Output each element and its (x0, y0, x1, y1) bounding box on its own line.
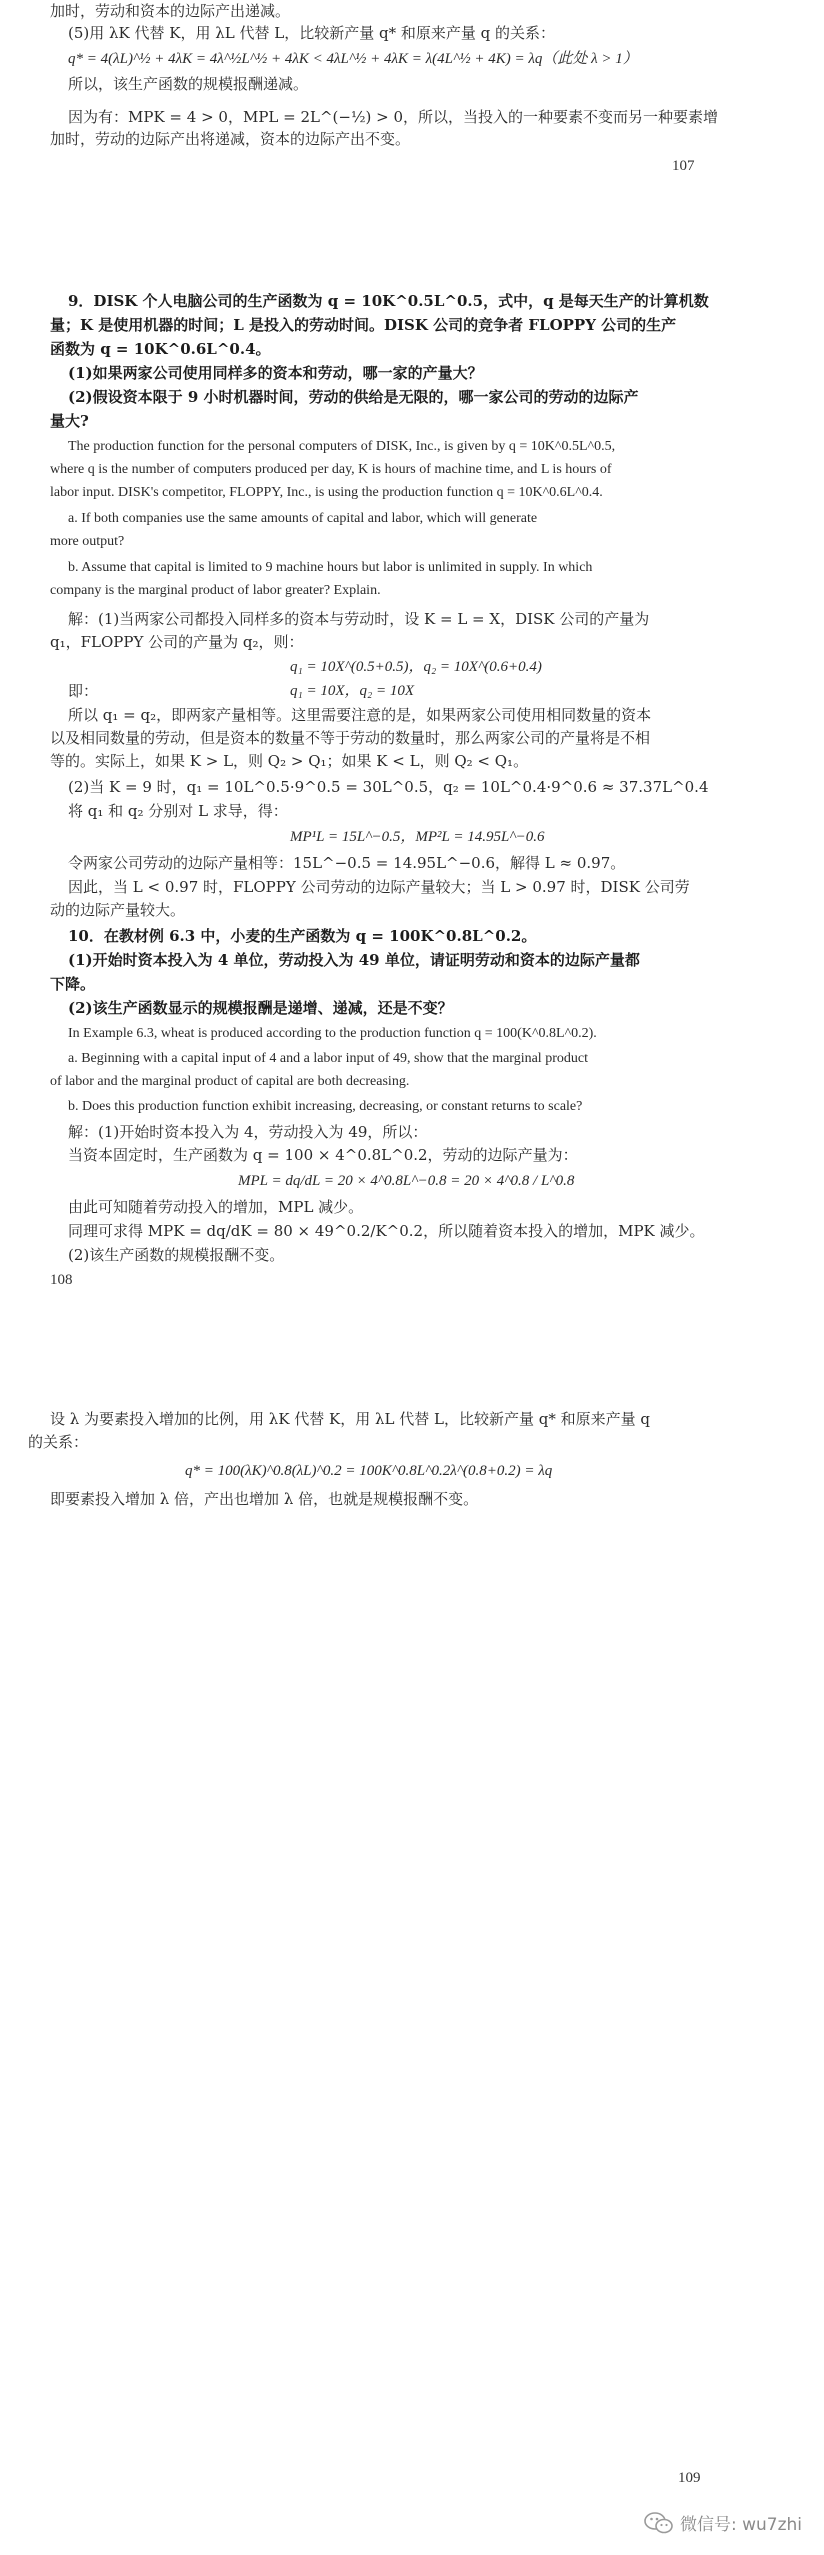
question-heading: 10．在教材例 6.3 中，小麦的生产函数为 q = 100K^0.8L^0.2。 (68, 927, 537, 945)
english-text: b. Does this production function exhibit increasing, decreasing, or constant returns to scale? (68, 1099, 583, 1114)
solution-text: 解：(1)当两家公司都投入同样多的资本与劳动时，设 K = L = X，DISK 公司的产量为 (68, 610, 650, 628)
formula: MPL = dq/dL = 20 × 4^0.8L^−0.8 = 20 × 4^0.8 / L^0.8 (238, 1173, 575, 1189)
text-line: 即要素投入增加 λ 倍，产出也增加 λ 倍，也就是规模报酬不变。 (50, 1490, 479, 1508)
solution-text: (2)当 K = 9 时，q₁ = 10L^0.5·9^0.5 = 30L^0.5，q₂ = 10L^0.4·9^0.6 ≈ 37.37L^0.4 (68, 778, 709, 796)
english-text: a. If both companies use the same amounts of capital and labor, which will generate (68, 511, 538, 526)
english-text: company is the marginal product of labor greater? Explain. (50, 583, 381, 598)
solution-text: 令两家公司劳动的边际产量相等：15L^−0.5 = 14.95L^−0.6，解得 L ≈ 0.97。 (68, 854, 626, 872)
formula: q* = 100(λK)^0.8(λL)^0.2 = 100K^0.8L^0.2λ^(0.8+0.2) = λq (185, 1463, 553, 1479)
question-text: (1)开始时资本投入为 4 单位，劳动投入为 49 单位，请证明劳动和资本的边际产量都 (68, 951, 640, 969)
text-line: 因为有：MPK = 4 > 0，MPL = 2L^(−½) > 0，所以，当投入的一种要素不变而另一种要素增 (68, 108, 719, 126)
question-text: (2)假设资本限于 9 小时机器时间，劳动的供给是无限的，哪一家公司的劳动的边际产 (68, 388, 639, 406)
solution-text: q₁，FLOPPY 公司的产量为 q₂，则： (50, 633, 304, 651)
solution-text: 因此，当 L < 0.97 时，FLOPPY 公司劳动的边际产量较大；当 L > 0.97 时，DISK 公司劳 (68, 878, 690, 896)
solution-text: 同理可求得 MPK = dq/dK = 80 × 49^0.2/K^0.2，所以随着资本投入的增加，MPK 减少。 (68, 1222, 705, 1240)
question-text: 函数为 q = 10K^0.6L^0.4。 (50, 340, 271, 358)
text-line: 的关系： (28, 1433, 89, 1451)
formula: q₁ = 10X，q₂ = 10X (290, 683, 414, 699)
formula: q₁ = 10X^(0.5+0.5)，q₂ = 10X^(0.6+0.4) (290, 659, 542, 675)
question-heading: 9．DISK 个人电脑公司的生产函数为 q = 10K^0.5L^0.5，式中，q 是每天生产的计算机数 (68, 292, 709, 310)
question-text: (1)如果两家公司使用同样多的资本和劳动，哪一家的产量大？ (68, 364, 483, 382)
solution-text: 将 q₁ 和 q₂ 分别对 L 求导，得： (68, 802, 288, 820)
english-text: of labor and the marginal product of capital are both decreasing. (50, 1074, 410, 1089)
english-text: more output? (50, 534, 125, 549)
watermark-text: 微信号: wu7zhi (679, 2515, 802, 2535)
question-text: 量；K 是使用机器的时间；L 是投入的劳动时间。DISK 公司的竞争者 FLOPPY 公司的生产 (50, 316, 677, 334)
english-text: where q is the number of computers produced per day, K is hours of machine time, and L is hours of (50, 462, 612, 477)
page-number: 108 (50, 1272, 73, 1288)
question-text: 下降。 (50, 975, 96, 993)
text-line: 加时，劳动的边际产出将递减，资本的边际产出不变。 (50, 130, 411, 148)
text-line: 设 λ 为要素投入增加的比例，用 λK 代替 K，用 λL 代替 L，比较新产量 q* 和原来产量 q (50, 1410, 651, 1428)
solution-text: 等的。实际上，如果 K > L，则 Q₂ > Q₁；如果 K < L，则 Q₂ < Q₁。 (50, 752, 529, 770)
english-text: b. Assume that capital is limited to 9 machine hours but labor is unlimited in supply. In which (68, 560, 593, 575)
text-line: (5)用 λK 代替 K，用 λL 代替 L，比较新产量 q* 和原来产量 q 的关系： (68, 24, 555, 42)
english-text: labor input. DISK's competitor, FLOPPY, Inc., is using the production function q = 10K^0.6L^0.4. (50, 485, 603, 500)
solution-text: 动的边际产量较大。 (50, 901, 186, 919)
question-text: (2)该生产函数显示的规模报酬是递增、递减，还是不变？ (68, 999, 453, 1017)
page-number: 107 (672, 158, 695, 174)
solution-text: 即： (68, 682, 99, 700)
solution-text: 以及相同数量的劳动，但是资本的数量不等于劳动的数量时，那么两家公司的产量将是不相 (50, 729, 651, 747)
solution-text: (2)该生产函数的规模报酬不变。 (68, 1246, 285, 1264)
text-line: 所以，该生产函数的规模报酬递减。 (68, 75, 309, 93)
wechat-icon (644, 2511, 674, 2535)
english-text: a. Beginning with a capital input of 4 and a labor input of 49, show that the marginal product (68, 1051, 588, 1066)
page-number: 109 (678, 2470, 701, 2486)
formula: q* = 4(λL)^½ + 4λK = 4λ^½L^½ + 4λK < 4λL^½ + 4λK = λ(4L^½ + 4K) = λq（此处 λ > 1） (68, 51, 638, 67)
english-text: In Example 6.3, wheat is produced according to the production function q = 100(K^0.8L^0.2). (68, 1026, 597, 1041)
question-text: 量大? (50, 412, 89, 430)
english-text: The production function for the personal computers of DISK, Inc., is given by q = 10K^0.5L^0.5, (68, 439, 616, 454)
text-line: 加时，劳动和资本的边际产出递减。 (50, 2, 291, 20)
solution-text: 由此可知随着劳动投入的增加，MPL 减少。 (68, 1198, 364, 1216)
watermark (644, 2510, 802, 2535)
solution-text: 解：(1)开始时资本投入为 4，劳动投入为 49，所以： (68, 1123, 428, 1141)
formula: MP¹L = 15L^−0.5，MP²L = 14.95L^−0.6 (290, 829, 545, 845)
solution-text: 当资本固定时，生产函数为 q = 100 × 4^0.8L^0.2，劳动的边际产量为： (68, 1146, 578, 1164)
solution-text: 所以 q₁ = q₂，即两家产量相等。这里需要注意的是，如果两家公司使用相同数量的资本 (68, 706, 652, 724)
